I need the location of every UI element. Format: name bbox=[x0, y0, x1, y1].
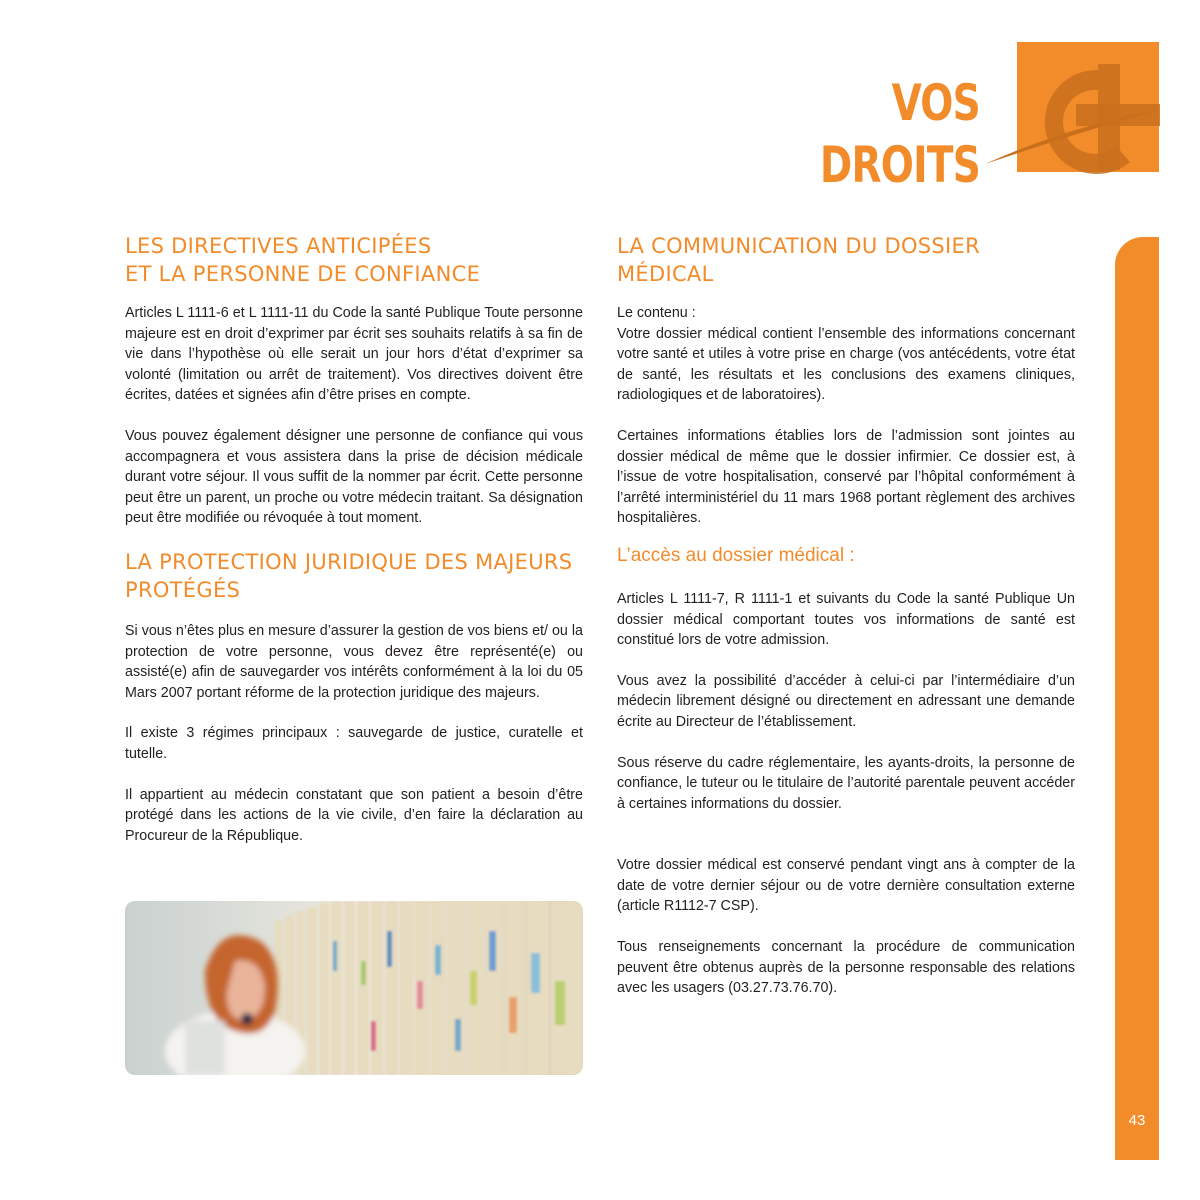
paragraph: Vous pouvez également désigner une personne de confiance qui vous accompagnera et vous assistera dans la prise de décision médicale durant votre séjour. Il vous suffit de la nommer par écrit. Cette personne peut être un parent, un proche ou votre médecin traitant. Sa désignation peut être modifiée ou révoquée à tout moment. bbox=[125, 427, 583, 527]
paragraph: Si vous n’êtes plus en mesure d’assurer la gestion de vos biens et/ ou la protection de votre personne, vous devez être représenté(e) ou assisté(e) afin de sauvegarder vos intérêts conformément à la loi du 05 Mars 2007 portant réforme de la protection juridique des majeurs. bbox=[125, 622, 583, 701]
page-number: 43 bbox=[1128, 1112, 1146, 1129]
side-band bbox=[1115, 237, 1159, 1160]
hospital-logo-icon bbox=[980, 42, 1160, 174]
paragraph: Certaines informations établies lors de l’admission sont jointes au dossier médical de même que le dossier infirmier. Ce dossier est, à l’issue de votre hospitalisation, conservé par l’hôpital conformément à l’arrêté interministériel du 11 mars 1968 portant règlement des archives hospitalières. bbox=[617, 427, 1075, 527]
section-heading-communication: LA COMMUNICATION DU DOSSIER MÉDICAL bbox=[617, 234, 980, 286]
section-heading-protection: LA PROTECTION JURIDIQUE DES MAJEURS PROTÉGÉS bbox=[125, 549, 573, 602]
paragraph: Votre dossier médical est conservé pendant vingt ans à compter de la date de votre dernier séjour ou de votre dernière consultation externe (article R1112-7 CSP). bbox=[617, 857, 1075, 915]
right-column bbox=[617, 232, 1075, 999]
archive-photo-icon bbox=[125, 901, 583, 1075]
paragraph: Tous renseignements concernant la procédure de communication peuvent être obtenus auprès de la personne responsable des relations avec les usagers (03.27.73.76.70). bbox=[617, 939, 1075, 997]
section-heading-directives: LES DIRECTIVES ANTICIPÉES ET LA PERSONNE DE CONFIANCE bbox=[125, 234, 481, 286]
paragraph: Il existe 3 régimes principaux : sauvegarde de justice, curatelle et tutelle. bbox=[125, 725, 583, 762]
paragraph: Vous avez la possibilité d’accéder à celui-ci par l’intermédiaire d’un médecin librement désigné ou directement en adressant une demande écrite au Directeur de l’établissement. bbox=[617, 672, 1075, 730]
paragraph: Articles L 1111-6 et L 1111-11 du Code la santé Publique Toute personne majeure est en droit d’exprimer par écrit ses souhaits relatifs à sa fin de vie dans l’hypothèse où elle serait un jour hors d’état d’exprimer sa volonté (limitation ou arrêt de traitement). Vos directives doivent être écrites, datées et signées afin d’être prises en compte. bbox=[125, 305, 583, 404]
paragraph: Votre dossier médical contient l’ensemble des informations concernant votre santé et utiles à votre prise en charge (vos antécédents, votre état de santé, les résultats et les conclusions des examens cliniques, radiologiques et de laboratoires). bbox=[617, 325, 1075, 404]
contenu-label: Le contenu : bbox=[617, 305, 696, 321]
page-title: VOS DROITS bbox=[819, 74, 980, 194]
paragraph: Il appartient au médecin constatant que son patient a besoin d’être protégé dans les actions de la vie civile, d’en faire la déclaration au Procureur de la République. bbox=[125, 786, 583, 844]
paragraph: Articles L 1111-7, R 1111-1 et suivants du Code la santé Publique Un dossier médical comportant toutes vos informations de santé est constitué lors de votre admission. bbox=[617, 590, 1075, 649]
left-column bbox=[125, 232, 583, 846]
subheading-acces: L’accès au dossier médical : bbox=[617, 544, 855, 566]
paragraph: Sous réserve du cadre réglementaire, les ayants-droits, la personne de confiance, le tuteur ou le titulaire de l’autorité parentale peuvent accéder à certaines informations du dossier. bbox=[617, 754, 1075, 812]
